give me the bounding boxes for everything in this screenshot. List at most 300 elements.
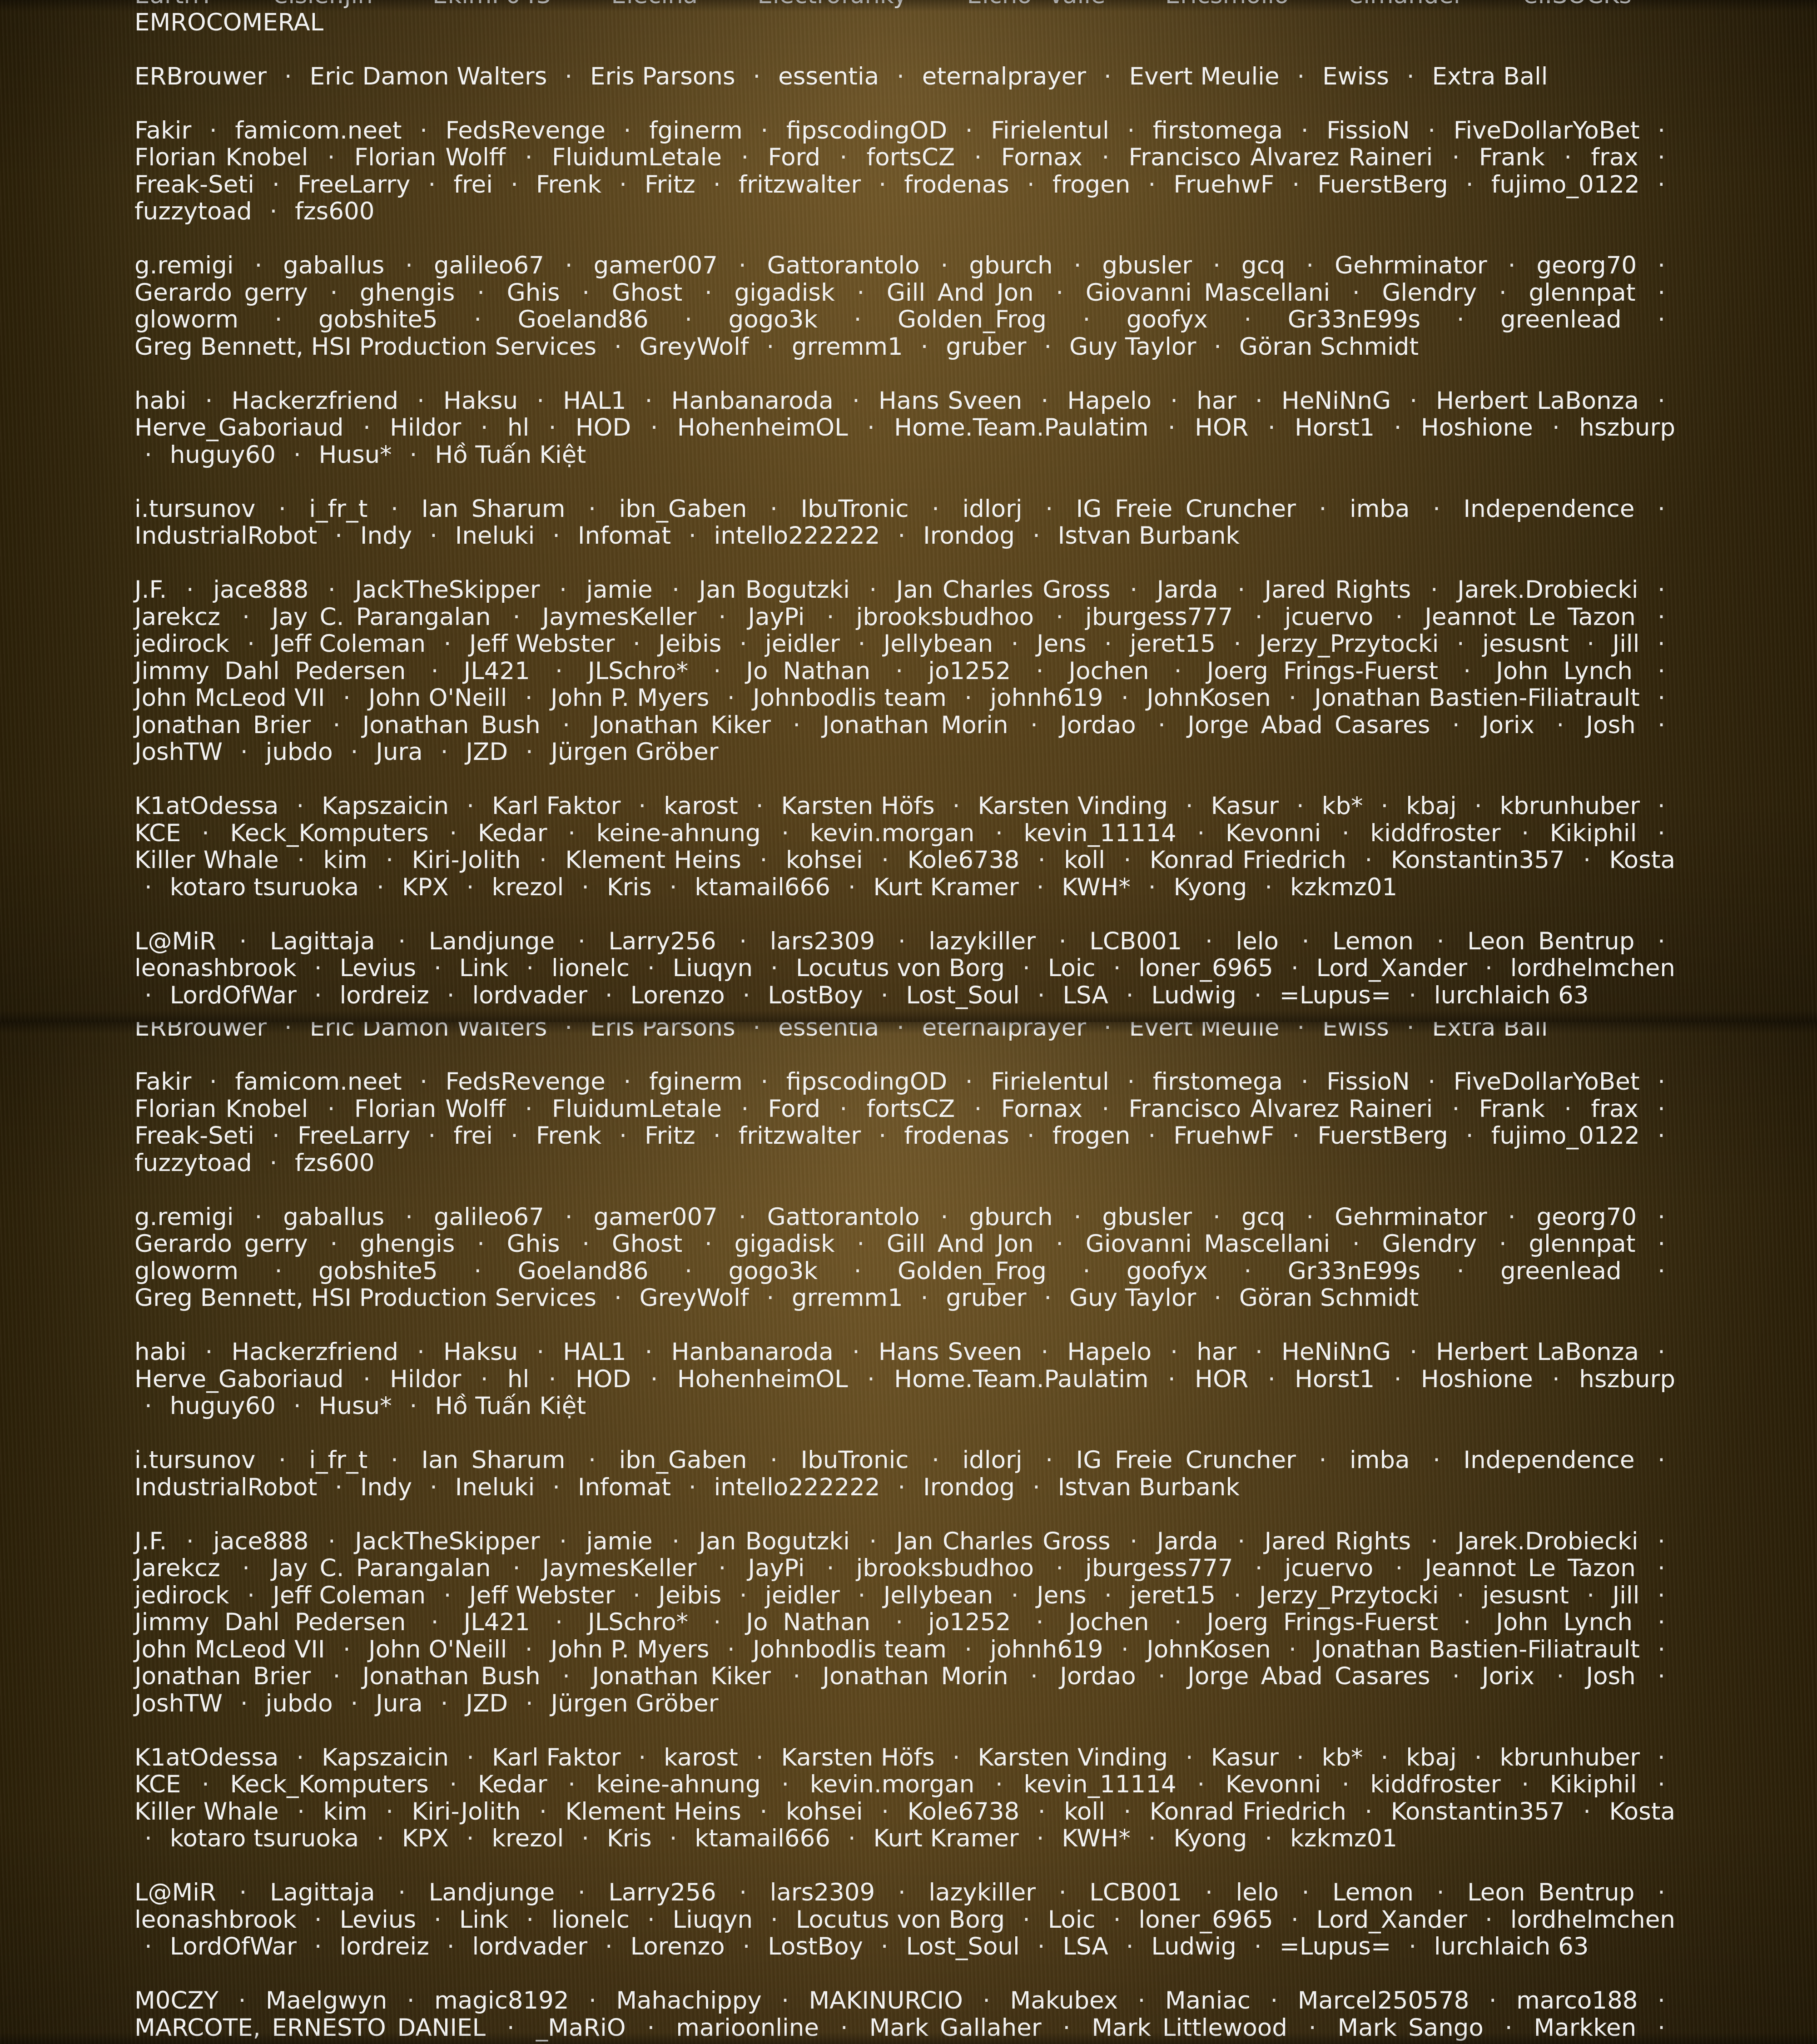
credit-name: Hans Sveen: [879, 387, 1022, 415]
credit-name: lordvader: [472, 1933, 588, 1960]
credit-name: Ewiss: [1322, 1022, 1389, 1042]
separator-dot: ·: [1658, 252, 1665, 279]
credit-name: georg70: [1537, 252, 1637, 279]
credit-name: gcq: [1241, 1203, 1285, 1231]
separator-dot: ·: [614, 333, 622, 361]
credit-name: Göran Schmidt: [1239, 333, 1419, 361]
separator-dot: ·: [727, 685, 735, 712]
credit-name: intello222222: [714, 1473, 880, 1501]
separator-dot: ·: [881, 1933, 889, 1960]
separator-dot: ·: [1038, 847, 1046, 874]
separator-dot: ·: [536, 1339, 544, 1366]
credit-name: lordhelmchen: [1510, 1906, 1675, 1934]
credit-name: Lost_Soul: [906, 1933, 1019, 1960]
separator-dot: ·: [1041, 1339, 1048, 1366]
separator-dot: ·: [1297, 63, 1305, 90]
separator-dot: ·: [670, 874, 677, 901]
credit-name: leonashbrook: [134, 954, 297, 982]
credit-name: marioonline: [676, 2014, 819, 2042]
separator-dot: ·: [1127, 1068, 1135, 1096]
separator-dot: ·: [1197, 820, 1205, 847]
credit-name: Eric Damon Walters: [310, 1022, 547, 1042]
separator-dot: ·: [363, 414, 371, 442]
credit-name: JLSchro*: [588, 1608, 688, 1636]
credit-name: grremm1: [792, 333, 903, 361]
separator-dot: ·: [1410, 1339, 1417, 1366]
credit-name: Klement Heins: [565, 846, 741, 874]
separator-dot: ·: [582, 1230, 590, 1258]
separator-dot: ·: [1127, 117, 1135, 144]
separator-dot: ·: [852, 387, 860, 415]
credits-group: [134, 63, 1675, 90]
credit-name: Ford: [768, 1095, 821, 1123]
credit-name: HOD: [576, 1365, 631, 1393]
credit-name: kevin.morgan: [810, 819, 975, 847]
credit-name: hszburp: [1579, 1365, 1675, 1393]
separator-dot: ·: [1030, 712, 1038, 739]
separator-dot: ·: [1102, 144, 1109, 171]
separator-dot: ·: [638, 793, 646, 820]
separator-dot: ·: [1658, 712, 1665, 739]
credit-name: JoshTW: [134, 1690, 223, 1717]
separator-dot: ·: [377, 1825, 384, 1852]
credit-name: Jeff Coleman: [273, 630, 426, 658]
credit-name: Link: [459, 954, 509, 982]
credit-name: Liuqyn: [673, 954, 753, 982]
separator-dot: ·: [467, 793, 474, 820]
credit-name: jburgess777: [1085, 603, 1233, 631]
separator-dot: ·: [343, 685, 351, 712]
separator-dot: ·: [434, 1906, 442, 1934]
credit-name: Jonathan Bush: [362, 1662, 541, 1690]
credit-name: Mark Gallaher: [869, 2014, 1042, 2042]
separator-dot: ·: [1291, 1906, 1299, 1934]
separator-dot: ·: [1074, 1204, 1082, 1231]
separator-dot: ·: [405, 252, 413, 279]
separator-dot: ·: [410, 1393, 417, 1420]
credit-name: Karl Faktor: [492, 1744, 621, 1771]
credit-name: kevin_11114: [1023, 1771, 1176, 1798]
credit-name: gburch: [969, 252, 1052, 279]
credit-name: hl: [507, 414, 529, 442]
separator-dot: ·: [343, 1636, 351, 1663]
separator-dot: ·: [1394, 414, 1402, 442]
separator-dot: ·: [293, 1393, 301, 1420]
separator-dot: ·: [1174, 658, 1182, 685]
credit-name: gburch: [969, 1203, 1052, 1231]
separator-dot: ·: [568, 820, 576, 847]
separator-dot: ·: [941, 1204, 948, 1231]
separator-dot: ·: [670, 1825, 677, 1852]
credit-name: Johnbodlis team: [753, 1636, 947, 1663]
separator-dot: ·: [1038, 1933, 1045, 1960]
separator-dot: ·: [565, 1022, 572, 1042]
credit-name: FreeLarry: [298, 1122, 411, 1150]
separator-dot: ·: [428, 1122, 436, 1150]
credit-name: L@MiR: [134, 928, 216, 955]
separator-dot: ·: [995, 1771, 1003, 1798]
separator-dot: ·: [645, 1339, 653, 1366]
separator-dot: ·: [793, 1663, 800, 1690]
separator-dot: ·: [1489, 1987, 1497, 2014]
credit-name: Ludwig: [1151, 982, 1236, 1009]
separator-dot: ·: [869, 1528, 877, 1555]
credit-name: Ghost: [612, 1230, 682, 1258]
separator-dot: ·: [727, 1636, 735, 1663]
credit-name: FuerstBerg: [1317, 171, 1448, 198]
separator-dot: [1132, 0, 1139, 9]
credit-name: keine-ahnung: [596, 819, 761, 847]
credit-name: Herve_Gaboriaud: [134, 1365, 344, 1393]
credit-name: kbrunhuber: [1499, 1744, 1640, 1771]
separator-dot: ·: [839, 144, 847, 171]
credit-name: Gr33nE99s: [1288, 306, 1420, 333]
separator-dot: ·: [1380, 1744, 1388, 1771]
credit-name: Johnbodlis team: [753, 684, 947, 712]
credit-name: ERBrouwer: [134, 1022, 267, 1042]
credit-name: lurchlaich 63: [1434, 1933, 1589, 1960]
credit-name: Jimmy Dahl Pedersen: [134, 1608, 406, 1636]
credit-name: leonashbrook: [134, 1906, 297, 1934]
separator-dot: ·: [1045, 496, 1053, 523]
credit-name: gruber: [946, 333, 1026, 361]
credit-name: Karl Faktor: [492, 792, 621, 820]
separator-dot: ·: [965, 1068, 973, 1096]
separator-dot: ·: [333, 712, 341, 739]
credit-name: LordOfWar: [170, 982, 297, 1009]
credit-name: Hans Sveen: [879, 1338, 1022, 1366]
credit-name: Glendry: [1382, 1230, 1477, 1258]
separator-dot: ·: [1158, 1663, 1166, 1690]
separator-dot: ·: [921, 1285, 928, 1312]
separator-dot: ·: [1255, 1339, 1263, 1366]
credit-name: Konrad Friedrich: [1150, 1798, 1346, 1826]
separator-dot: ·: [581, 1825, 589, 1852]
separator-dot: ·: [275, 306, 283, 333]
credit-name: EMROCOMERAL: [134, 9, 323, 36]
separator-dot: ·: [1658, 144, 1665, 171]
credit-name: jubdo: [266, 1690, 333, 1717]
separator-dot: ·: [1407, 63, 1415, 90]
separator-dot: ·: [1121, 1636, 1129, 1663]
separator-dot: ·: [1658, 1447, 1665, 1474]
separator-dot: ·: [1466, 171, 1474, 198]
separator-dot: ·: [536, 387, 544, 415]
separator-dot: ·: [619, 1122, 627, 1150]
separator-dot: ·: [1658, 630, 1665, 658]
separator-dot: ·: [205, 1339, 213, 1366]
separator-dot: ·: [1237, 576, 1245, 604]
credit-name: Jeannot Le Tazon: [1425, 603, 1635, 631]
separator-dot: ·: [578, 1879, 586, 1906]
separator-dot: ·: [1395, 604, 1403, 631]
separator-dot: ·: [1466, 1122, 1474, 1150]
credit-name: firstomega: [1153, 1068, 1283, 1096]
separator-dot: ·: [1658, 1879, 1665, 1906]
credit-name: Karsten Höfs: [781, 792, 934, 820]
credit-name: John Lynch: [1496, 657, 1633, 685]
separator-dot: ·: [293, 442, 301, 469]
credit-name: magic8192: [434, 1987, 569, 2014]
separator-dot: ·: [898, 522, 905, 550]
separator-dot: ·: [1452, 1663, 1460, 1690]
credit-name: idlorj: [963, 1446, 1023, 1474]
separator-dot: ·: [741, 1096, 749, 1123]
separator-dot: ·: [1658, 604, 1665, 631]
credit-name: Jo Nathan: [746, 1608, 870, 1636]
separator-dot: [240, 0, 248, 9]
separator-dot: ·: [272, 171, 280, 198]
credit-name: Jarda: [1157, 576, 1218, 604]
separator-dot: ·: [898, 1474, 905, 1501]
separator-dot: ·: [647, 1906, 655, 1934]
credit-name: Ineluki: [455, 1473, 535, 1501]
separator-dot: ·: [272, 1122, 280, 1150]
credit-name: har: [1196, 387, 1236, 415]
credit-name: Jeff Coleman: [273, 1582, 426, 1609]
separator-dot: ·: [713, 658, 721, 685]
separator-dot: ·: [351, 1690, 358, 1717]
credit-name: johnh619: [990, 1636, 1103, 1663]
separator-dot: ·: [588, 1447, 596, 1474]
separator-dot: ·: [386, 847, 393, 874]
credit-name: Locutus von Borg: [796, 954, 1005, 982]
separator-dot: ·: [330, 1230, 338, 1258]
separator-dot: ·: [1205, 928, 1213, 955]
separator-dot: ·: [1430, 576, 1438, 604]
credit-name: John P. Myers: [551, 1636, 710, 1663]
separator-dot: ·: [1428, 1068, 1435, 1096]
separator-dot: ·: [766, 333, 774, 361]
credit-name: krezol: [491, 873, 564, 901]
separator-dot: ·: [995, 820, 1003, 847]
credits-group: [134, 252, 1675, 360]
separator-dot: ·: [1056, 279, 1063, 307]
credit-name: hl: [507, 1365, 529, 1393]
separator-dot: ·: [525, 685, 533, 712]
separator-dot: ·: [1302, 1879, 1310, 1906]
credit-name: HohenheimOL: [677, 414, 848, 442]
separator-dot: ·: [1104, 1582, 1112, 1609]
separator-dot: ·: [1365, 1798, 1372, 1826]
separator-dot: ·: [144, 1933, 152, 1960]
credit-name: Hoshione: [1421, 1365, 1533, 1393]
separator-dot: ·: [770, 1906, 778, 1934]
separator-dot: ·: [1452, 712, 1460, 739]
separator-dot: ·: [1658, 1096, 1665, 1123]
separator-dot: ·: [705, 1230, 712, 1258]
separator-dot: ·: [1508, 252, 1516, 279]
credit-name: FruehwF: [1173, 1122, 1274, 1150]
credit-name: Jan Charles Gross: [896, 576, 1111, 604]
credit-name: goofyx: [1127, 306, 1208, 333]
separator-dot: [1658, 0, 1665, 9]
credits-group: [134, 387, 1675, 469]
separator-dot: [577, 0, 585, 9]
separator-dot: ·: [1658, 1068, 1665, 1096]
separator-dot: ·: [555, 658, 563, 685]
credit-name: frax: [1591, 1095, 1638, 1123]
credit-name: gobshite5: [318, 1257, 438, 1285]
credit-name: Gerardo gerry: [134, 1230, 308, 1258]
credit-name: LSA: [1062, 1933, 1108, 1960]
credit-name: Kyong: [1174, 873, 1247, 901]
credit-name: JL421: [464, 1608, 530, 1636]
credit-name: lelo: [1236, 1879, 1278, 1906]
separator-dot: ·: [740, 630, 747, 658]
separator-dot: ·: [144, 982, 152, 1009]
separator-dot: ·: [1658, 496, 1665, 523]
credit-name: krezol: [491, 1825, 564, 1852]
credit-name: Kole6738: [907, 846, 1019, 874]
credit-name: Josh: [1586, 1662, 1636, 1690]
credit-name: Markken: [1534, 2014, 1637, 2042]
separator-dot: ·: [1306, 252, 1314, 279]
credit-name: Larry256: [608, 928, 716, 955]
separator-dot: ·: [565, 252, 573, 279]
separator-dot: ·: [284, 1022, 292, 1042]
credit-name: K1atOdessa: [134, 1744, 278, 1771]
separator-dot: ·: [753, 1022, 760, 1042]
separator-dot: ·: [578, 928, 586, 955]
credit-name: LordOfWar: [170, 1933, 297, 1960]
credit-name: Hildor: [390, 1365, 461, 1393]
credit-name: Jonathan Bastien-Filiatrault: [1314, 1636, 1640, 1663]
credit-name: Guy Taylor: [1069, 1284, 1196, 1312]
credit-name: Independence: [1464, 495, 1635, 523]
credit-name: Fornax: [1001, 1095, 1082, 1123]
separator-dot: ·: [1168, 1366, 1176, 1393]
separator-dot: ·: [555, 1609, 563, 1636]
credit-name: intello222222: [714, 522, 880, 550]
credit-name: Independence: [1464, 1446, 1635, 1474]
credit-name: Lagittaja: [270, 928, 375, 955]
separator-dot: ·: [1658, 1555, 1665, 1582]
credit-name: Jonathan Brier: [134, 1662, 311, 1690]
credit-name: Kurt Kramer: [874, 873, 1019, 901]
separator-dot: ·: [1365, 847, 1372, 874]
credit-name: kbaj: [1406, 1744, 1457, 1771]
separator-dot: ·: [1023, 1906, 1030, 1934]
credit-name: i.tursunov: [134, 1446, 255, 1474]
credit-name: Kevonni: [1226, 1771, 1321, 1798]
separator-dot: ·: [857, 1230, 864, 1258]
separator-dot: ·: [477, 1230, 485, 1258]
separator-dot: ·: [507, 2014, 515, 2042]
separator-dot: ·: [1186, 793, 1193, 820]
credit-name: gamer007: [594, 252, 718, 279]
separator-dot: ·: [1301, 1068, 1309, 1096]
credit-name: lordvader: [472, 982, 588, 1009]
credit-name: Ian Sharum: [421, 1446, 565, 1474]
credit-name: Hackerzfriend: [231, 387, 398, 415]
credit-name: Goeland86: [518, 306, 649, 333]
separator-dot: ·: [713, 1609, 721, 1636]
credit-name: Mark Littlewood: [1092, 2014, 1287, 2042]
credit-name: HOD: [576, 414, 631, 442]
credit-name: J.F.: [134, 576, 167, 604]
separator-dot: [933, 0, 941, 9]
credit-name: Mark Sango: [1338, 2014, 1484, 2042]
credit-name: jamie: [586, 576, 652, 604]
separator-dot: ·: [565, 1204, 573, 1231]
credit-name: glennpat: [1529, 279, 1635, 307]
credit-name: jace888: [213, 1528, 308, 1555]
credit-name: Istvan Burbank: [1058, 1473, 1240, 1501]
credit-name: Ewiss: [1322, 63, 1389, 90]
credit-name: Karsten Vinding: [978, 1744, 1168, 1771]
credit-name: Eric Damon Walters: [310, 63, 547, 90]
credit-name: lelo: [1236, 928, 1278, 955]
separator-dot: ·: [793, 712, 800, 739]
credit-name: [432, 0, 551, 9]
separator-dot: ·: [1306, 1204, 1314, 1231]
separator-dot: ·: [1148, 1825, 1156, 1852]
separator-dot: ·: [848, 874, 856, 901]
separator-dot: ·: [1508, 1204, 1516, 1231]
separator-dot: ·: [1463, 658, 1471, 685]
separator-dot: ·: [689, 522, 696, 550]
credit-name: lars2309: [770, 1879, 875, 1906]
separator-dot: ·: [741, 144, 749, 171]
separator-dot: ·: [431, 1609, 439, 1636]
credit-name: Kedar: [478, 819, 547, 847]
credits-group: [134, 0, 1675, 36]
separator-dot: ·: [1463, 1609, 1471, 1636]
credit-name: Jerzy_Przytocki: [1259, 630, 1439, 658]
credit-name: galileo67: [434, 1203, 544, 1231]
separator-dot: ·: [296, 793, 304, 820]
separator-dot: ·: [1587, 1582, 1594, 1609]
separator-dot: ·: [1027, 171, 1035, 198]
separator-dot: ·: [1056, 1230, 1063, 1258]
separator-dot: ·: [351, 739, 358, 766]
separator-dot: ·: [1499, 279, 1507, 307]
separator-dot: ·: [186, 1528, 194, 1555]
separator-dot: ·: [447, 1933, 455, 1960]
credit-name: Greg Bennett, HSI Production Services: [134, 1284, 596, 1312]
credit-name: FuerstBerg: [1317, 1122, 1448, 1150]
credit-name: LCB001: [1089, 928, 1182, 955]
separator-dot: ·: [1658, 1339, 1665, 1366]
separator-dot: ·: [1289, 685, 1296, 712]
separator-dot: ·: [633, 1582, 640, 1609]
separator-dot: ·: [377, 874, 384, 901]
credit-name: Infomat: [578, 522, 671, 550]
separator-dot: ·: [447, 982, 455, 1009]
credit-name: Kiri-Jolith: [412, 846, 521, 874]
separator-dot: ·: [1205, 1879, 1213, 1906]
credit-name: fritzwalter: [739, 1122, 861, 1150]
credit-name: Leon Bentrup: [1467, 928, 1634, 955]
separator-dot: ·: [278, 496, 286, 523]
separator-dot: ·: [743, 982, 750, 1009]
credit-name: HeNiNnG: [1281, 1338, 1391, 1366]
credit-name: keine-ahnung: [596, 1771, 761, 1798]
separator-dot: ·: [441, 739, 448, 766]
credit-name: Giovanni Mascellani: [1086, 279, 1330, 307]
credit-name: JohnKosen: [1147, 1636, 1271, 1663]
separator-dot: ·: [1658, 1663, 1665, 1690]
separator-dot: ·: [1505, 2014, 1513, 2042]
credit-name: Hapelo: [1067, 387, 1152, 415]
separator-dot: ·: [144, 1393, 152, 1420]
credit-name: FedsRevenge: [446, 117, 606, 144]
separator-dot: ·: [254, 252, 262, 279]
credit-name: [1523, 0, 1632, 9]
separator-dot: ·: [239, 1879, 247, 1906]
separator-dot: ·: [297, 847, 305, 874]
